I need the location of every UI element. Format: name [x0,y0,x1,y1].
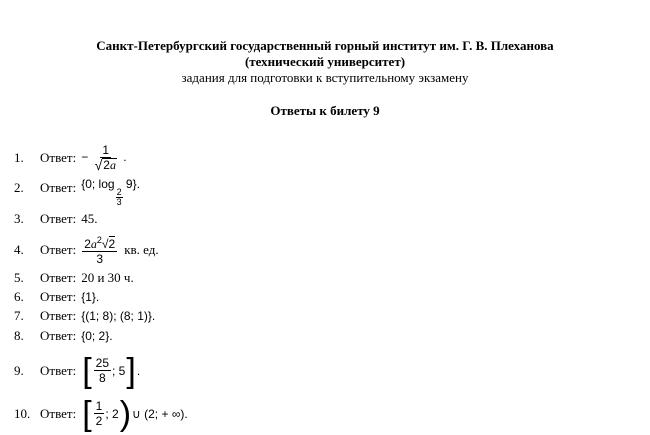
answer-6-formula: {1}. [81,290,100,304]
answer-item-9: 9. Ответ: [ $\frac{25}{8}$ ; 5 ] . [14,352,141,390]
answer-3-value: 45. [81,211,98,226]
answer-item-10: 10. Ответ: [ $\frac{1}{2}$ ; 2 ) ∪ (2; + ∞) . [14,395,188,433]
answer-1-formula: − 1 √ 2a . [81,143,127,173]
answer-label: Ответ: [40,150,77,165]
sqrt-icon: √ [94,157,103,173]
ticket-title: Ответы к билету 9 [270,103,380,118]
left-bracket-icon: [ [82,395,92,433]
answer-item-3: 3. Ответ: 45. [14,211,98,226]
answer-number: 1. [14,150,24,165]
answer-2-formula: {0; log $\frac{2}{3}$ 9}. [81,176,140,207]
sqrt-icon: √ [101,237,109,251]
answer-item-1 [14,143,127,173]
answer-5-value: 20 и 30 ч. [81,270,134,285]
answer-item-7: 7. Ответ: {(1; 8); (8; 1)}. [14,308,156,323]
answer-item-2: 2. Ответ: {0; log $\frac{2}{3}$ 9}. [14,176,140,207]
answer-4-unit: кв. ед. [124,242,159,257]
right-paren-icon: ) [119,395,132,433]
university-type: (технический университет) [244,54,406,69]
right-bracket-icon: ] [126,352,136,390]
document-header [0,38,650,86]
answer-item-6: 6. Ответ: {1}. [14,289,100,304]
answer-item-5: 5. Ответ: 20 и 30 ч. [14,270,134,285]
document-purpose: задания для подготовки к вступительному экзамену [181,70,469,85]
answer-item-4: 4. Ответ: $\frac{2a^2√2}{3}$ кв. ед. [14,235,159,266]
left-bracket-icon: [ [82,352,92,390]
answer-7-formula: {(1; 8); (8; 1)}. [81,309,156,323]
answer-4-formula: $\frac{2a^2√2}{3}$ [84,235,116,266]
answer-8-formula: {0; 2}. [81,329,113,343]
answer-9-formula: [ $\frac{25}{8}$ ; 5 ] . [82,352,141,390]
answer-10-formula: [ $\frac{1}{2}$ ; 2 ) ∪ (2; + ∞) . [82,395,188,433]
answer-item-8: 8. Ответ: {0; 2}. [14,328,113,343]
institute-name: Санкт-Петербургский государственный горный институт им. Г. В. Плеханова [96,38,554,53]
